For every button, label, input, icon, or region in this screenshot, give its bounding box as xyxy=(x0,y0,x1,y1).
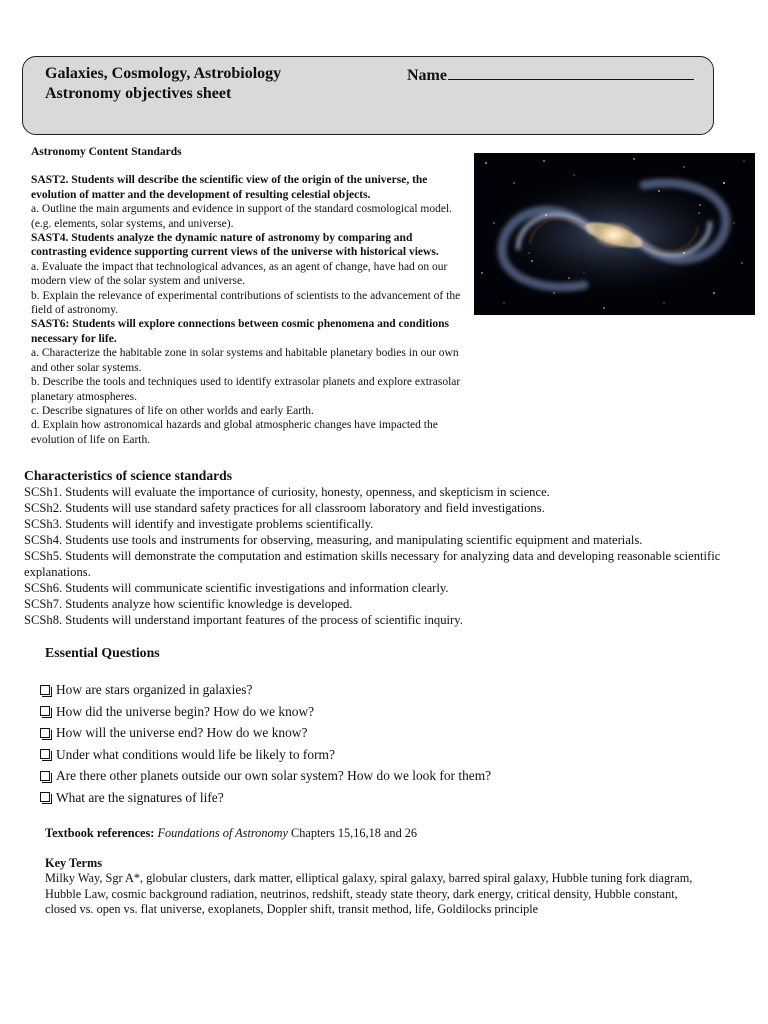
sast6-item-c: c. Describe signatures of life on other worlds and early Earth. xyxy=(31,404,314,417)
name-blank-line[interactable] xyxy=(448,64,694,80)
question-text: How did the universe begin? How do we know? xyxy=(56,703,315,719)
textbook-references xyxy=(45,826,417,841)
scsh-item: SCSh5. Students will demonstrate the computation and estimation skills necessary for analyzing data and developing reasonable scientific explanations. xyxy=(24,549,721,579)
key-terms-text: Milky Way, Sgr A*, globular clusters, dark matter, elliptical galaxy, spiral galaxy, barred spiral galaxy, Hubble tuning fork diagram, Hubble Law, cosmic background radiation, neutrinos, redshift, steady state theory, dark energy, critical density, Hubble constant, closed vs. open vs. flat universe, exoplanets, Doppler shift, transit method, life, Goldilocks principle xyxy=(45,871,693,917)
scsh-item: SCSh3. Students will identify and investigate problems scientifically. xyxy=(24,517,374,531)
document-subtitle: Astronomy objectives sheet xyxy=(45,85,232,102)
science-characteristics xyxy=(24,467,744,628)
key-terms xyxy=(45,856,705,918)
sast4-title: SAST4. Students analyze the dynamic nature of astronomy by comparing and contrasting evidence supporting current views of the universe with historical views. xyxy=(31,232,439,259)
question-item[interactable] xyxy=(40,765,491,787)
question-item[interactable] xyxy=(40,787,491,809)
question-text: How are stars organized in galaxies? xyxy=(56,682,253,697)
characteristics-title: Characteristics of science standards xyxy=(24,468,233,483)
question-item[interactable] xyxy=(40,701,491,723)
question-text: What are the signatures of life? xyxy=(56,789,224,805)
checkbox-icon[interactable] xyxy=(40,771,50,781)
scsh-item: SCSh4. Students use tools and instruments for observing, measuring, and manipulating scientific equipment and materials. xyxy=(24,533,643,547)
question-item[interactable] xyxy=(40,722,491,744)
galaxy-image xyxy=(474,153,755,315)
sast4-item-b: b. Explain the relevance of experimental contributions of scientists to the advancement of the field of astronomy. xyxy=(31,289,461,317)
question-text: Under what conditions would life be likely to form? xyxy=(56,746,335,762)
sast6-item-b: b. Describe the tools and techniques used to identify extrasolar planets and explore extrasolar planetary atmospheres. xyxy=(31,376,461,403)
textbook-chapters: Chapters 15,16,18 and 26 xyxy=(287,826,418,840)
sast6-title: SAST6: Students will explore connections between cosmic phenomena and conditions necessary for life. xyxy=(31,318,449,345)
sast6-item-a: a. Characterize the habitable zone in solar systems and habitable planetary bodies in our own and other solar systems. xyxy=(31,347,459,374)
document-title: Galaxies, Cosmology, Astrobiology xyxy=(45,65,282,82)
key-terms-label: Key Terms xyxy=(45,856,103,870)
scsh-item: SCSh8. Students will understand important features of the process of scientific inquiry. xyxy=(24,613,463,627)
question-item[interactable] xyxy=(40,679,491,701)
essential-questions-title: Essential Questions xyxy=(45,645,160,660)
sast2-item-a: a. Outline the main arguments and evidence in support of the standard cosmological model. (e.g. elements, solar systems, and universe). xyxy=(31,203,453,230)
textbook-label: Textbook references: xyxy=(45,826,155,840)
question-item[interactable] xyxy=(40,744,491,766)
sast6-item-d: d. Explain how astronomical hazards and global atmospheric changes have impacted the evolution of life on Earth. xyxy=(31,419,438,446)
checkbox-icon[interactable] xyxy=(40,749,50,759)
checkbox-icon[interactable] xyxy=(40,706,50,716)
essential-questions-list xyxy=(40,679,491,808)
scsh-item: SCSh7. Students analyze how scientific knowledge is developed. xyxy=(24,597,353,611)
checkbox-icon[interactable] xyxy=(40,728,50,738)
header-box xyxy=(22,56,714,135)
sast2-title: SAST2. Students will describe the scientific view of the origin of the universe, the evolution of matter and the development of resulting celestial objects. xyxy=(31,174,428,201)
name-label: Name xyxy=(407,67,447,84)
textbook-title: Foundations of Astronomy xyxy=(157,826,288,840)
scsh-item: SCSh1. Students will evaluate the importance of curiosity, honesty, openness, and skepticism in science. xyxy=(24,485,550,499)
scsh-item: SCSh2. Students will use standard safety practices for all classroom laboratory and field investigations. xyxy=(24,501,545,515)
checkbox-icon[interactable] xyxy=(40,792,50,802)
sast4-item-a: a. Evaluate the impact that technological advances, as an agent of change, have had on our modern view of the solar system and universe. xyxy=(31,260,448,288)
scsh-item: SCSh6. Students will communicate scientific investigations and information clearly. xyxy=(24,581,449,595)
name-field[interactable] xyxy=(407,64,694,86)
barred-spiral-galaxy-icon xyxy=(474,153,755,315)
content-standards xyxy=(31,145,467,447)
question-text: How will the universe end? How do we know? xyxy=(56,725,308,740)
standards-heading: Astronomy Content Standards xyxy=(31,146,182,158)
question-text: Are there other planets outside our own solar system? How do we look for them? xyxy=(56,768,492,783)
checkbox-icon[interactable] xyxy=(40,685,50,695)
